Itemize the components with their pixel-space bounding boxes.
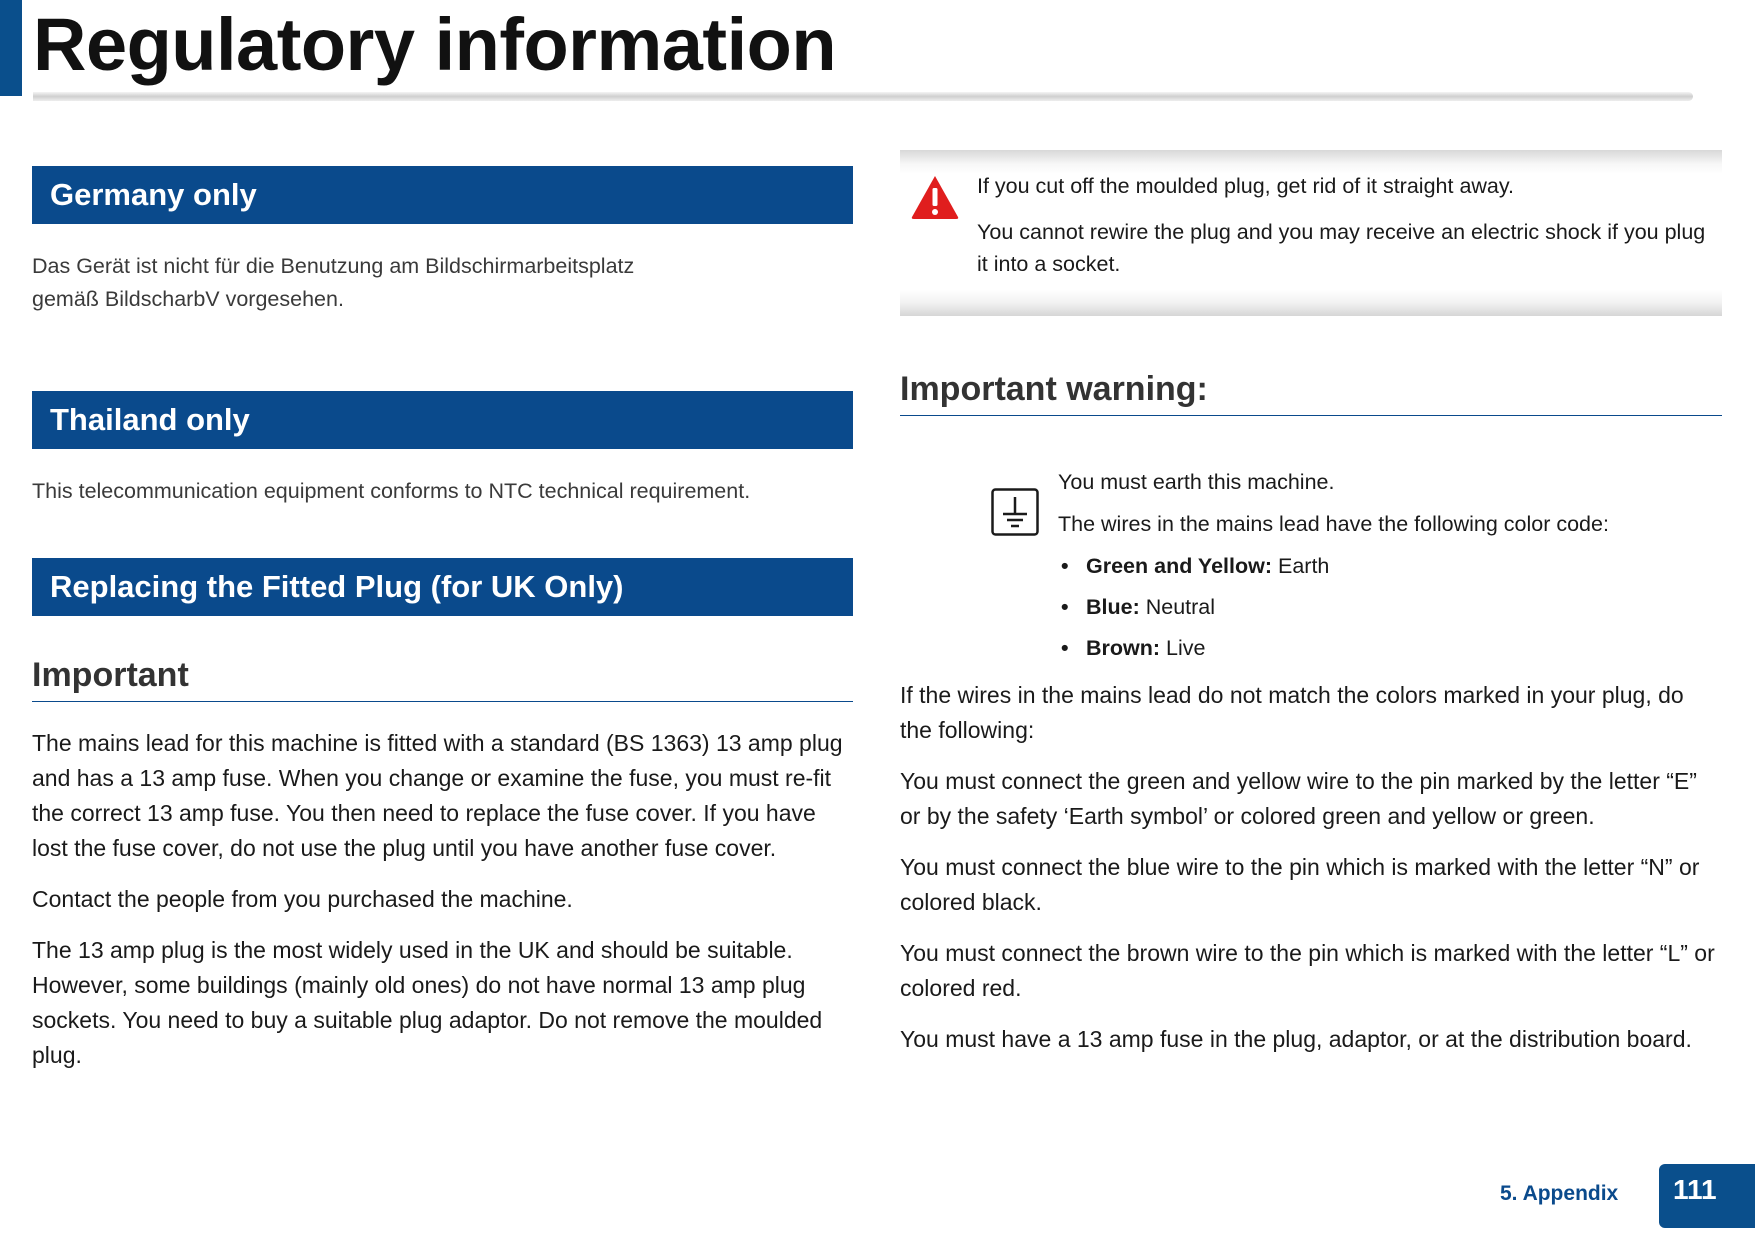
color-code-label: Brown: [1086, 636, 1161, 660]
color-code-item [1058, 591, 1718, 623]
color-code-value: Live [1166, 636, 1206, 660]
uk-plug-paragraph: The 13 amp plug is the most widely used in the UK and should be suitable. However, some buildings (mainly old ones) do not have normal 13 amp plug sockets. You need to buy a suitable plug adaptor. Do not remove the moulded plug. [32, 937, 823, 1068]
uk-plug-body [32, 726, 853, 1073]
uk-plug-paragraph: The mains lead for this machine is fitted with a standard (BS 1363) 13 amp plug and has a 13 amp fuse. When you change or examine the fuse, you must re-fit the correct 13 amp fuse. You then need to replace the fuse cover. If you have lost the fuse cover, do not use the plug until you have another fuse cover. [32, 730, 843, 861]
earth-note-text [1058, 466, 1718, 673]
important-warning-heading: Important warning: [900, 370, 1722, 416]
left-column [32, 166, 853, 1089]
page-title: Regulatory information [33, 3, 837, 86]
footer-section-label: 5. Appendix [1500, 1182, 1619, 1205]
color-code-label: Green and Yellow: [1086, 554, 1272, 578]
earth-ground-icon [991, 488, 1039, 536]
warning-paragraph: You must connect the green and yellow wire to the pin marked by the letter “E” or by the safety ‘Earth symbol’ or colored green and yellow or green. [900, 768, 1697, 829]
bullet-icon: • [1061, 554, 1069, 578]
page-number-badge: 111 [1659, 1164, 1755, 1228]
title-divider [33, 92, 1693, 101]
right-column [900, 150, 1722, 1073]
bullet-icon: • [1061, 636, 1069, 660]
section-header-thailand: Thailand only [32, 391, 853, 449]
uk-plug-paragraph: Contact the people from you purchased the machine. [32, 886, 573, 912]
caution-box [900, 150, 1722, 316]
warning-paragraph: You must connect the blue wire to the pin which is marked with the letter “N” or colored black. [900, 854, 1700, 915]
important-subheading: Important [32, 656, 853, 702]
germany-text-line2: gemäß BildscharbV vorgesehen. [32, 287, 344, 311]
title-accent-bar [0, 0, 22, 96]
bullet-icon: • [1061, 595, 1069, 619]
color-code-label: Blue: [1086, 595, 1140, 619]
note-line: The wires in the mains lead have the following color code: [1058, 512, 1609, 536]
section-header-germany: Germany only [32, 166, 853, 224]
caution-line: If you cut off the moulded plug, get rid of it straight away. [977, 174, 1515, 198]
warning-paragraph: You must connect the brown wire to the pin which is marked with the letter “L” or colored red. [900, 940, 1715, 1001]
thailand-text: This telecommunication equipment conforms to NTC technical requirement. [32, 479, 751, 503]
caution-line: You cannot rewire the plug and you may receive an electric shock if you plug it into a socket. [977, 220, 1706, 276]
color-code-item [1058, 632, 1718, 664]
warning-triangle-icon [910, 174, 960, 220]
germany-text-line1: Das Gerät ist nicht für die Benutzung am Bildschirmarbeitsplatz [32, 254, 635, 278]
color-code-item [1058, 550, 1718, 582]
earth-note [900, 466, 1722, 678]
color-code-value: Earth [1277, 554, 1330, 578]
warning-paragraph: You must have a 13 amp fuse in the plug, adaptor, or at the distribution board. [900, 1026, 1692, 1052]
germany-text [32, 250, 853, 316]
warning-body [900, 678, 1722, 1057]
warning-paragraph: If the wires in the mains lead do not match the colors marked in your plug, do the following: [900, 682, 1684, 743]
section-header-uk-plug: Replacing the Fitted Plug (for UK Only) [32, 558, 853, 616]
color-code-value: Neutral [1145, 595, 1216, 619]
note-line: You must earth this machine. [1058, 470, 1335, 494]
caution-text [977, 170, 1707, 294]
